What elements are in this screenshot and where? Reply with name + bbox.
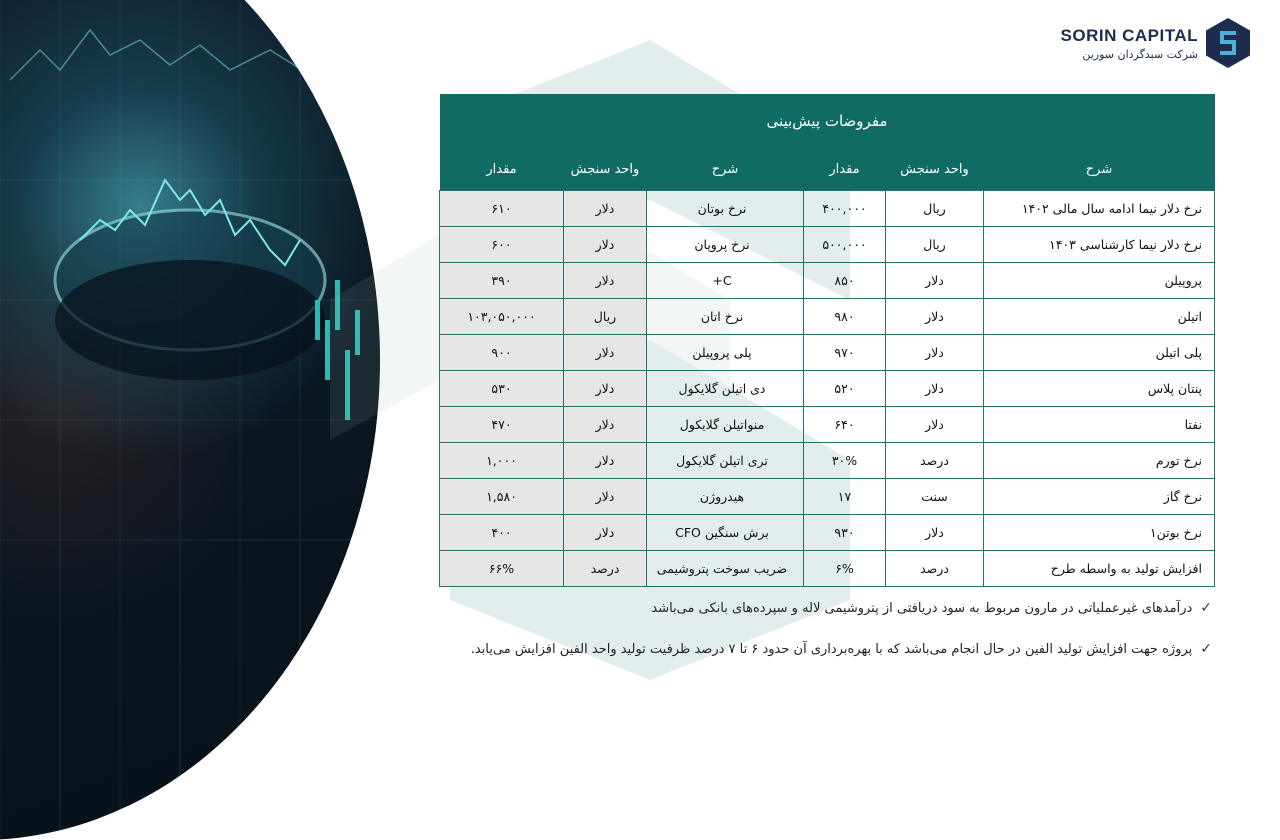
table-cell: ۹۰۰ (440, 335, 564, 371)
table-cell: دلار (564, 191, 647, 227)
table-row (440, 443, 1215, 479)
table-cell: ۱,۵۸۰ (440, 479, 564, 515)
table-cell: ۹۷۰ (804, 335, 886, 371)
table-cell: ۶۱۰ (440, 191, 564, 227)
brand-logo (1061, 18, 1250, 68)
table-cell: ۹۳۰ (804, 515, 886, 551)
table-cell: دلار (886, 515, 984, 551)
table-cell: برش سنگین CFO (647, 515, 804, 551)
notes-list (352, 600, 1212, 657)
table-row (440, 551, 1215, 587)
table-row (440, 371, 1215, 407)
table-row (440, 263, 1215, 299)
table-cell: C+ (647, 263, 804, 299)
table-cell: ریال (886, 191, 984, 227)
table-cell: هیدروژن (647, 479, 804, 515)
note-item (352, 641, 1212, 657)
table-cell: دلار (564, 479, 647, 515)
table-row (440, 227, 1215, 263)
brand-name: SORIN CAPITAL (1060, 25, 1198, 45)
table-cell: دلار (886, 335, 984, 371)
forecast-assumptions-table (439, 94, 1214, 587)
table-cell: نرخ تورم (984, 443, 1215, 479)
table-cell: نرخ بوتن۱ (984, 515, 1215, 551)
table-cell: دلار (886, 263, 984, 299)
sorin-s-logo-icon (1206, 18, 1250, 68)
checkmark-icon: ✓ (1200, 641, 1212, 657)
column-header: شرح (647, 148, 804, 191)
table-cell: اتیلن (984, 299, 1215, 335)
table-cell: ۵۲۰ (804, 371, 886, 407)
table-cell: نرخ پروپان (647, 227, 804, 263)
checkmark-icon: ✓ (1200, 600, 1212, 616)
table-cell: دلار (564, 515, 647, 551)
table-row (440, 407, 1215, 443)
table-cell: منواتیلن گلایکول (647, 407, 804, 443)
market-chart-illustration (0, 0, 380, 840)
table-cell: دلار (886, 371, 984, 407)
table-cell: سنت (886, 479, 984, 515)
table-cell: افزایش تولید به واسطه طرح (984, 551, 1215, 587)
table-cell: ۶% (804, 551, 886, 587)
note-text: پروژه جهت افزایش تولید الفین در حال انجام می‌باشد که با بهره‌برداری آن حدود ۶ تا ۷ درصد ظرفیت تولید واحد الفین افزایش می‌یابد. (470, 641, 1193, 657)
note-item (352, 600, 1212, 616)
hero-image (0, 0, 380, 840)
table-cell: دلار (886, 407, 984, 443)
column-header: مقدار (804, 148, 886, 191)
table-row (440, 299, 1215, 335)
table-cell: نرخ گاز (984, 479, 1215, 515)
table-cell: دلار (564, 335, 647, 371)
brand-subtitle: شرکت سبدگردان سورین (1082, 47, 1198, 61)
table-row (440, 515, 1215, 551)
table-cell: ۳۰% (804, 443, 886, 479)
table-cell: نرخ دلار نیما کارشناسی ۱۴۰۳ (984, 227, 1215, 263)
table-cell: ۸۵۰ (804, 263, 886, 299)
table-cell: ۶۴۰ (804, 407, 886, 443)
table-cell: درصد (564, 551, 647, 587)
table-cell: پنتان پلاس (984, 371, 1215, 407)
column-header: شرح (984, 148, 1215, 191)
table-cell: پلی پروپیلن (647, 335, 804, 371)
table-cell: نفتا (984, 407, 1215, 443)
table-header-row (440, 148, 1215, 191)
table-cell: دلار (564, 443, 647, 479)
table-cell: ۳۹۰ (440, 263, 564, 299)
table-cell: نرخ اتان (647, 299, 804, 335)
table-row (440, 191, 1215, 227)
table-row (440, 479, 1215, 515)
table-cell: ریال (564, 299, 647, 335)
note-text: درآمدهای غیرعملیاتی در مارون مربوط به سود دریافتی از پتروشیمی لاله و سپرده‌های بانکی می‌باشد (651, 600, 1193, 616)
table-cell: ۹۸۰ (804, 299, 886, 335)
table-cell: ۶۶% (440, 551, 564, 587)
table-cell: ۴۰۰,۰۰۰ (804, 191, 886, 227)
table-cell: نرخ دلار نیما ادامه سال مالی ۱۴۰۲ (984, 191, 1215, 227)
table-body (440, 191, 1215, 587)
table-cell: ریال (886, 227, 984, 263)
table-cell: دی اتیلن گلایکول (647, 371, 804, 407)
column-header: مقدار (440, 148, 564, 191)
table-cell: دلار (564, 407, 647, 443)
table-cell: درصد (886, 551, 984, 587)
table-cell: ۴۷۰ (440, 407, 564, 443)
column-header: واحد سنجش (886, 148, 984, 191)
table-cell: دلار (564, 263, 647, 299)
column-header: واحد سنجش (564, 148, 647, 191)
table-row (440, 335, 1215, 371)
table-cell: ۵۰۰,۰۰۰ (804, 227, 886, 263)
table-cell: ۶۰۰ (440, 227, 564, 263)
table-cell: دلار (564, 227, 647, 263)
table-cell: ۱۷ (804, 479, 886, 515)
table-cell: ۱,۰۰۰ (440, 443, 564, 479)
table-cell: تری اتیلن گلایکول (647, 443, 804, 479)
table-cell: پروپیلن (984, 263, 1215, 299)
table-cell: درصد (886, 443, 984, 479)
table-cell: دلار (564, 371, 647, 407)
table-title: مفروضات پیش‌بینی (440, 94, 1215, 148)
table-cell: ۱۰۳,۰۵۰,۰۰۰ (440, 299, 564, 335)
table-cell: ضریب سوخت پتروشیمی (647, 551, 804, 587)
table-cell: نرخ بوتان (647, 191, 804, 227)
table-cell: پلی اتیلن (984, 335, 1215, 371)
table-cell: ۴۰۰ (440, 515, 564, 551)
table-cell: دلار (886, 299, 984, 335)
table-cell: ۵۳۰ (440, 371, 564, 407)
